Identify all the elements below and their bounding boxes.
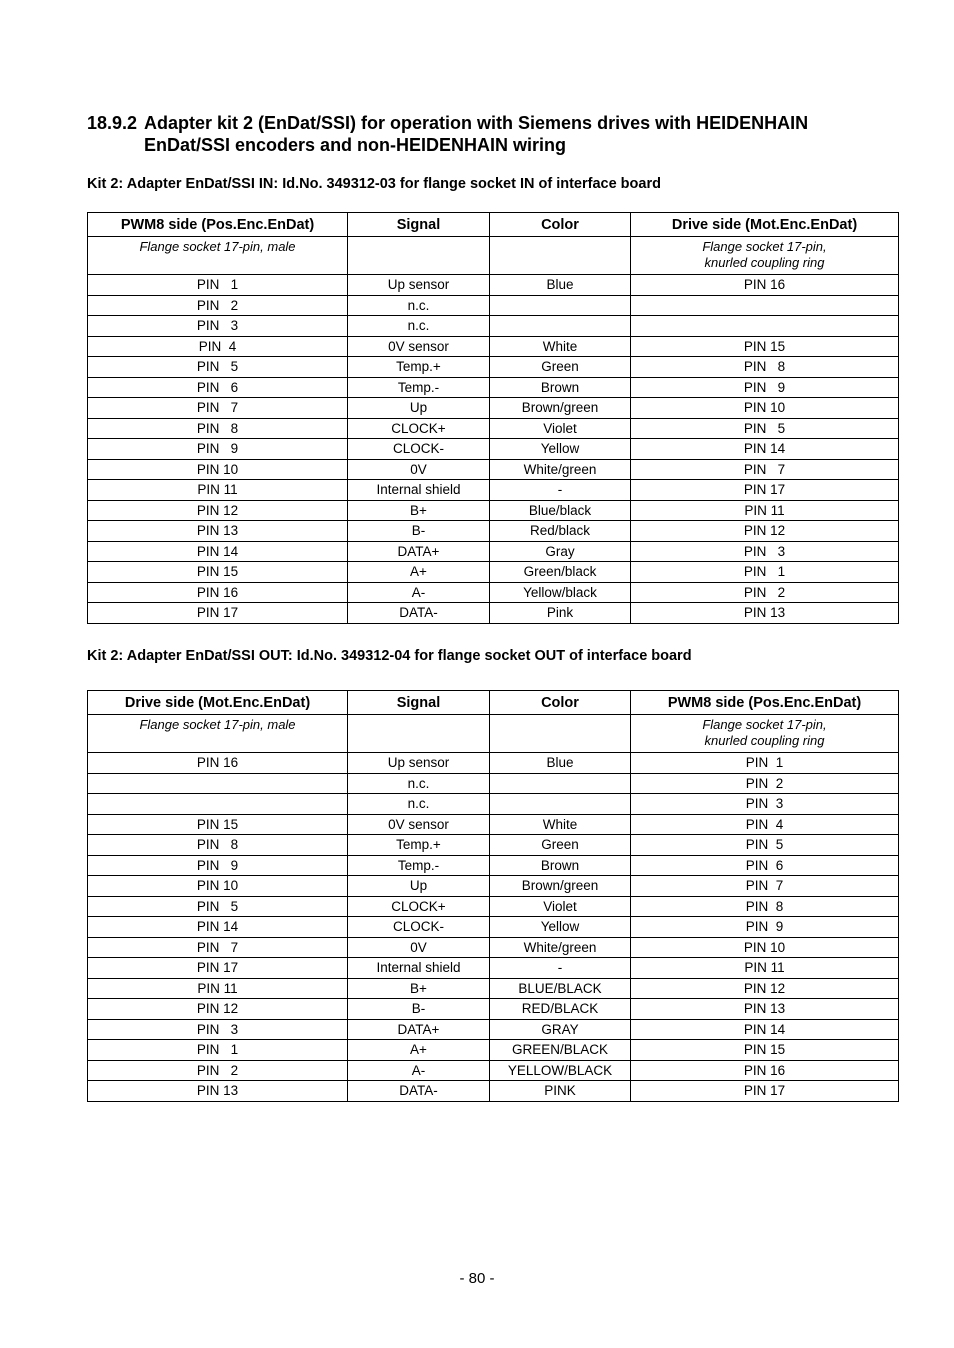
table-row	[88, 978, 899, 999]
table-row	[88, 439, 899, 460]
table-cell: PIN 17	[88, 603, 348, 624]
table-cell: PIN 10	[88, 459, 348, 480]
table-row	[88, 1019, 899, 1040]
table-row	[88, 876, 899, 897]
table-cell: DATA+	[348, 1019, 490, 1040]
table-cell: B+	[348, 978, 490, 999]
table-cell: PIN 14	[631, 439, 899, 460]
table-cell: PIN 15	[631, 1040, 899, 1061]
connector-description: Flange socket 17-pin, male	[88, 715, 348, 753]
column-header: Color	[490, 691, 631, 715]
table-cell: Up sensor	[348, 275, 490, 296]
table-row	[88, 835, 899, 856]
table-cell: White	[490, 814, 631, 835]
kit-out-table	[87, 690, 899, 1102]
table-row	[88, 480, 899, 501]
table-cell: PIN 5	[631, 418, 899, 439]
table-header-row	[88, 213, 899, 237]
table-cell: PIN 4	[88, 336, 348, 357]
table-row	[88, 500, 899, 521]
table-cell: n.c.	[348, 295, 490, 316]
table-cell: B+	[348, 500, 490, 521]
table-cell: PIN 2	[88, 295, 348, 316]
table-row	[88, 937, 899, 958]
table-cell: PIN 7	[88, 937, 348, 958]
page-number: - 80 -	[459, 1270, 495, 1287]
table-cell: RED/BLACK	[490, 999, 631, 1020]
table-cell: PIN 17	[631, 1081, 899, 1102]
table-cell: PIN 10	[88, 876, 348, 897]
table-cell: PIN 14	[88, 917, 348, 938]
table-cell: Yellow/black	[490, 582, 631, 603]
table-cell: YELLOW/BLACK	[490, 1060, 631, 1081]
table-cell: Green/black	[490, 562, 631, 583]
table-cell: PIN 8	[88, 418, 348, 439]
table-cell: PIN 15	[631, 336, 899, 357]
table-cell: CLOCK-	[348, 917, 490, 938]
table-cell: PIN 11	[88, 480, 348, 501]
table-cell: PIN 16	[88, 753, 348, 774]
table-cell: A-	[348, 1060, 490, 1081]
table-cell: CLOCK+	[348, 418, 490, 439]
table-cell: PIN 9	[631, 917, 899, 938]
table-subheader-row	[88, 237, 899, 275]
table-row	[88, 917, 899, 938]
table-cell: Brown	[490, 377, 631, 398]
table-cell: PIN 3	[631, 794, 899, 815]
table-cell: Green	[490, 357, 631, 378]
table-row	[88, 582, 899, 603]
table-cell: Blue/black	[490, 500, 631, 521]
table-cell: PIN 7	[88, 398, 348, 419]
table-cell: PIN 7	[631, 459, 899, 480]
table-cell: Violet	[490, 896, 631, 917]
table-cell: Up sensor	[348, 753, 490, 774]
section-title-line2: EnDat/SSI encoders and non-HEIDENHAIN wiring	[144, 135, 567, 155]
table-cell: n.c.	[348, 794, 490, 815]
table-cell: PIN 10	[631, 398, 899, 419]
column-header: PWM8 side (Pos.Enc.EnDat)	[88, 213, 348, 237]
table-row	[88, 336, 899, 357]
table-row	[88, 275, 899, 296]
section-heading	[87, 112, 907, 156]
table-cell: Blue	[490, 753, 631, 774]
table-cell: PIN 1	[88, 1040, 348, 1061]
table-cell: PIN 9	[88, 439, 348, 460]
table-cell: PIN 1	[88, 275, 348, 296]
table-cell: BLUE/BLACK	[490, 978, 631, 999]
table-cell: PIN 1	[631, 753, 899, 774]
connector-description	[490, 715, 631, 753]
table-row	[88, 1081, 899, 1102]
table-header-row	[88, 691, 899, 715]
column-header: Drive side (Mot.Enc.EnDat)	[631, 213, 899, 237]
table-cell: n.c.	[348, 773, 490, 794]
column-header: PWM8 side (Pos.Enc.EnDat)	[631, 691, 899, 715]
table-cell: B-	[348, 521, 490, 542]
table-cell: Internal shield	[348, 958, 490, 979]
table-row	[88, 541, 899, 562]
table-cell: PIN 13	[88, 521, 348, 542]
table-cell: PIN 12	[88, 999, 348, 1020]
table-cell: Temp.+	[348, 835, 490, 856]
table-cell	[631, 295, 899, 316]
table-cell	[490, 773, 631, 794]
table-cell: CLOCK-	[348, 439, 490, 460]
table-cell: Red/black	[490, 521, 631, 542]
connector-description	[490, 237, 631, 275]
table-cell: PIN 14	[88, 541, 348, 562]
table-cell: PIN 3	[88, 1019, 348, 1040]
table-cell: Yellow	[490, 439, 631, 460]
table-row	[88, 521, 899, 542]
connector-description: Flange socket 17-pin, knurled coupling ring	[631, 237, 899, 275]
table-cell: -	[490, 958, 631, 979]
table-row	[88, 459, 899, 480]
table-cell: PIN 8	[631, 357, 899, 378]
table-row	[88, 418, 899, 439]
table-cell: Temp.+	[348, 357, 490, 378]
kit-in-table	[87, 212, 899, 624]
table-row	[88, 398, 899, 419]
kit-out-title: Kit 2: Adapter EnDat/SSI OUT: Id.No. 349312-04 for flange socket OUT of interface board	[87, 648, 692, 664]
table-cell	[490, 316, 631, 337]
table-cell	[490, 295, 631, 316]
table-cell: PIN 6	[631, 855, 899, 876]
table-subheader-row	[88, 715, 899, 753]
table-cell: 0V sensor	[348, 336, 490, 357]
table-cell: PIN 5	[631, 835, 899, 856]
table-cell	[490, 794, 631, 815]
table-cell: PIN 3	[88, 316, 348, 337]
table-cell: DATA+	[348, 541, 490, 562]
table-cell: PIN 11	[631, 958, 899, 979]
table-cell: PIN 13	[631, 999, 899, 1020]
table-cell: PIN 2	[88, 1060, 348, 1081]
table-cell: PIN 4	[631, 814, 899, 835]
table-row	[88, 753, 899, 774]
connector-description: Flange socket 17-pin, male	[88, 237, 348, 275]
table-cell: PIN 9	[88, 855, 348, 876]
table-cell: Temp.-	[348, 855, 490, 876]
table-cell: White/green	[490, 937, 631, 958]
table-cell	[88, 794, 348, 815]
table-cell: Brown/green	[490, 398, 631, 419]
table-cell: B-	[348, 999, 490, 1020]
table-cell: PIN 14	[631, 1019, 899, 1040]
table-row	[88, 1040, 899, 1061]
table-row	[88, 603, 899, 624]
table-cell: Brown/green	[490, 876, 631, 897]
table-cell: Up	[348, 398, 490, 419]
table-cell: Blue	[490, 275, 631, 296]
table-cell: PIN 11	[88, 978, 348, 999]
table-cell: PIN 8	[631, 896, 899, 917]
table-cell: PIN 9	[631, 377, 899, 398]
table-cell: White/green	[490, 459, 631, 480]
table-cell: CLOCK+	[348, 896, 490, 917]
table-row	[88, 316, 899, 337]
table-cell: PIN 7	[631, 876, 899, 897]
table-cell: PIN 10	[631, 937, 899, 958]
table-cell: Violet	[490, 418, 631, 439]
table-cell: PIN 1	[631, 562, 899, 583]
table-cell: Internal shield	[348, 480, 490, 501]
connector-description	[348, 237, 490, 275]
table-cell: 0V	[348, 459, 490, 480]
table-cell: PIN 8	[88, 835, 348, 856]
table-cell: Pink	[490, 603, 631, 624]
table-cell: PIN 11	[631, 500, 899, 521]
table-cell: Gray	[490, 541, 631, 562]
table-cell: n.c.	[348, 316, 490, 337]
table-cell: Up	[348, 876, 490, 897]
table-cell: PIN 15	[88, 562, 348, 583]
table-cell: PIN 12	[631, 521, 899, 542]
table-cell: PIN 17	[88, 958, 348, 979]
table-cell: Green	[490, 835, 631, 856]
table-cell: A+	[348, 1040, 490, 1061]
table-cell: PIN 6	[88, 377, 348, 398]
table-cell: 0V	[348, 937, 490, 958]
table-cell: -	[490, 480, 631, 501]
table-cell: Yellow	[490, 917, 631, 938]
table-cell: A+	[348, 562, 490, 583]
table-row	[88, 357, 899, 378]
column-header: Color	[490, 213, 631, 237]
table-cell: PIN 16	[631, 1060, 899, 1081]
table-row	[88, 1060, 899, 1081]
table-cell: PIN 5	[88, 357, 348, 378]
table-cell: PIN 13	[631, 603, 899, 624]
table-cell: 0V sensor	[348, 814, 490, 835]
connector-description: Flange socket 17-pin, knurled coupling ring	[631, 715, 899, 753]
section-title-line1: Adapter kit 2 (EnDat/SSI) for operation with Siemens drives with HEIDENHAIN	[144, 113, 809, 133]
table-row	[88, 896, 899, 917]
column-header: Signal	[348, 691, 490, 715]
table-cell: PIN 15	[88, 814, 348, 835]
table-row	[88, 855, 899, 876]
table-cell: GRAY	[490, 1019, 631, 1040]
column-header: Drive side (Mot.Enc.EnDat)	[88, 691, 348, 715]
table-row	[88, 814, 899, 835]
table-cell: PIN 3	[631, 541, 899, 562]
table-cell: PIN 2	[631, 582, 899, 603]
connector-description	[348, 715, 490, 753]
table-cell	[88, 773, 348, 794]
table-cell: White	[490, 336, 631, 357]
table-cell: PIN 2	[631, 773, 899, 794]
table-row	[88, 773, 899, 794]
table-cell: PIN 13	[88, 1081, 348, 1102]
table-row	[88, 377, 899, 398]
table-cell: PIN 12	[631, 978, 899, 999]
table-cell: PIN 12	[88, 500, 348, 521]
table-cell: PIN 16	[631, 275, 899, 296]
table-cell: GREEN/BLACK	[490, 1040, 631, 1061]
table-row	[88, 958, 899, 979]
column-header: Signal	[348, 213, 490, 237]
table-cell: Temp.-	[348, 377, 490, 398]
section-number: 18.9.2	[87, 113, 138, 133]
kit-in-title: Kit 2: Adapter EnDat/SSI IN: Id.No. 349312-03 for flange socket IN of interface board	[87, 176, 661, 192]
table-cell: PIN 17	[631, 480, 899, 501]
table-row	[88, 562, 899, 583]
table-cell: PIN 5	[88, 896, 348, 917]
table-row	[88, 295, 899, 316]
table-cell	[631, 316, 899, 337]
table-cell: A-	[348, 582, 490, 603]
table-cell: Brown	[490, 855, 631, 876]
table-cell: DATA-	[348, 1081, 490, 1102]
table-row	[88, 794, 899, 815]
table-cell: PIN 16	[88, 582, 348, 603]
table-cell: DATA-	[348, 603, 490, 624]
table-row	[88, 999, 899, 1020]
table-cell: PINK	[490, 1081, 631, 1102]
